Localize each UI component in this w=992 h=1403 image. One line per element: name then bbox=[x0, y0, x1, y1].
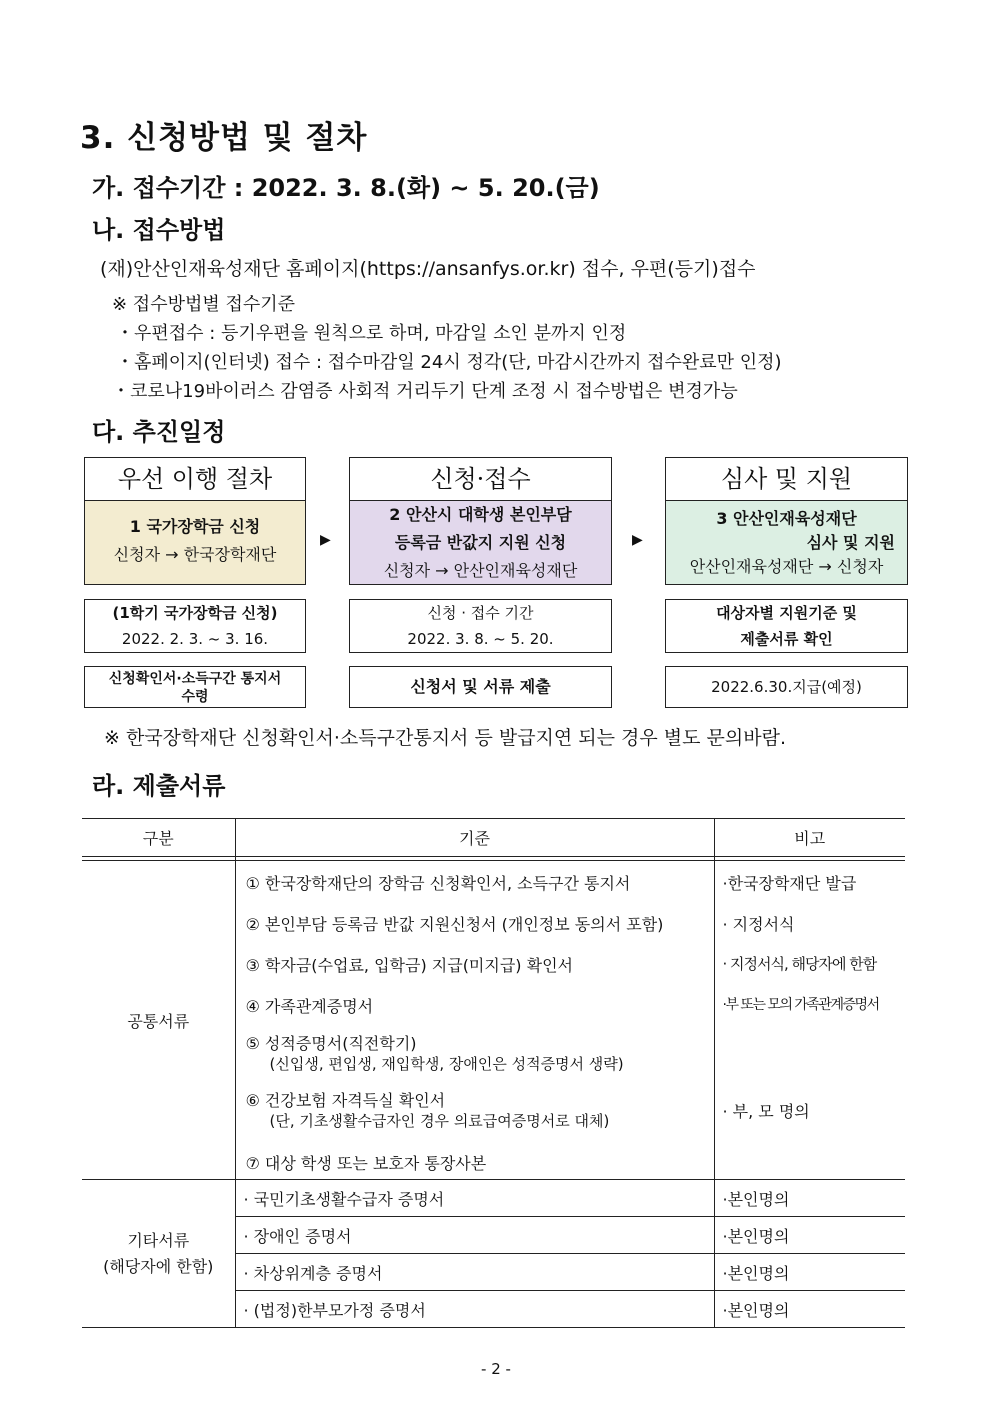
doc-item: ① 한국장학재단의 장학금 신청확인서, 소득구간 통지서 bbox=[245, 874, 631, 893]
table-header-row bbox=[82, 819, 905, 857]
doc-item-sub: (단, 기초생활수급자인 경우 의료급여증명서로 대체) bbox=[269, 1112, 610, 1130]
method-heading: 나. 접수방법 bbox=[92, 216, 226, 244]
criteria-title: ※ 접수방법별 접수기준 bbox=[112, 294, 296, 315]
flow-note: ※ 한국장학재단 신청확인서·소득구간통지서 등 발급지연 되는 경우 별도 문의바람. bbox=[104, 727, 786, 749]
schedule-heading: 다. 추진일정 bbox=[92, 418, 226, 446]
flow-step-line: 등록금 반값지 지원 신청 bbox=[394, 533, 567, 552]
doc-note: ·본인명의 bbox=[714, 1217, 905, 1254]
doc-item: · 장애인 증명서 bbox=[235, 1217, 714, 1254]
table-row bbox=[82, 861, 905, 1180]
table-row bbox=[82, 1180, 905, 1217]
doc-item: ④ 가족관계증명서 bbox=[245, 997, 374, 1016]
criteria-item: ・홈페이지(인터넷) 접수 : 접수마감일 24시 정각(단, 마감시간까지 접수완료만 인정) bbox=[116, 352, 782, 373]
flow-action-2: 신청서 및 서류 제출 bbox=[349, 666, 612, 708]
doc-note: · 지정서식 bbox=[722, 915, 795, 934]
flow-period-line: 신청 · 접수 기간 bbox=[427, 604, 534, 622]
page-number: - 2 - bbox=[481, 1360, 511, 1378]
doc-item: · 차상위계층 증명서 bbox=[235, 1254, 714, 1291]
period-heading: 가. 접수기간 : 2022. 3. 8.(화) ~ 5. 20.(금) bbox=[92, 174, 600, 202]
flow-step-3 bbox=[665, 457, 908, 585]
arrow-right-icon: ▶ bbox=[632, 532, 643, 548]
doc-item: ⑥ 건강보험 자격득실 확인서 bbox=[245, 1091, 446, 1110]
doc-note: ·부 또는 모의 가족관계증명서 bbox=[722, 997, 879, 1013]
flow-step-line: 심사 및 지원 bbox=[806, 533, 895, 552]
other-docs-label-line: (해당자에 한함) bbox=[103, 1256, 214, 1276]
flow-action-1: 신청확인서·소득구간 통지서 수령 bbox=[84, 666, 306, 708]
flow-step-line: 3 안산인재육성재단 bbox=[716, 509, 857, 528]
flow-period-3 bbox=[665, 599, 908, 653]
doc-item: · 국민기초생활수급자 증명서 bbox=[235, 1180, 714, 1217]
doc-note: ·한국장학재단 발급 bbox=[722, 874, 857, 893]
docs-heading: 라. 제출서류 bbox=[92, 772, 226, 800]
flow-period-line: 제출서류 확인 bbox=[740, 630, 833, 648]
doc-note: · 부, 모 명의 bbox=[722, 1102, 810, 1121]
doc-item: ② 본인부담 등록금 반값 지원신청서 (개인정보 동의서 포함) bbox=[245, 915, 664, 934]
flow-step-line: 신청자 → 한국장학재단 bbox=[113, 545, 277, 564]
table-header: 구분 bbox=[82, 819, 235, 857]
doc-item: ⑦ 대상 학생 또는 보호자 통장사본 bbox=[245, 1154, 487, 1173]
flow-step-line: 신청자 → 안산인재육성재단 bbox=[383, 561, 578, 580]
flow-period-line: 대상자별 지원기준 및 bbox=[716, 604, 857, 622]
doc-note: ·본인명의 bbox=[714, 1180, 905, 1217]
flow-step-head: 우선 이행 절차 bbox=[85, 458, 305, 501]
criteria-item: ・우편접수 : 등기우편을 원칙으로 하며, 마감일 소인 분까지 인정 bbox=[116, 323, 627, 344]
doc-note: ·본인명의 bbox=[714, 1291, 905, 1328]
flow-action-3: 2022.6.30.지급(예정) bbox=[665, 666, 908, 708]
page-title: 3. 신청방법 및 절차 bbox=[80, 120, 368, 156]
doc-note: ·본인명의 bbox=[714, 1254, 905, 1291]
other-docs-label bbox=[82, 1180, 235, 1328]
flow-step-head: 신청·접수 bbox=[350, 458, 611, 501]
common-docs-label: 공통서류 bbox=[82, 861, 235, 1180]
flow-step-line: 2 안산시 대학생 본인부담 bbox=[389, 505, 572, 524]
flow-step-1 bbox=[84, 457, 306, 585]
flow-period-1 bbox=[84, 599, 306, 653]
flow-step-line: 1 국가장학금 신청 bbox=[129, 517, 261, 536]
flow-step-head: 심사 및 지원 bbox=[666, 458, 907, 501]
other-docs-label-line: 기타서류 bbox=[127, 1230, 190, 1250]
table-header: 비고 bbox=[794, 829, 826, 848]
flow-step-line: 안산인재육성재단 → 신청자 bbox=[689, 557, 884, 576]
flow-step-2 bbox=[349, 457, 612, 585]
criteria-item: ・코로나19바이러스 감염증 사회적 거리두기 단계 조정 시 접수방법은 변경가능 bbox=[112, 381, 738, 402]
doc-note: · 지정서식, 해당자에 한함 bbox=[722, 955, 877, 973]
doc-item-sub: (신입생, 편입생, 재입학생, 장애인은 성적증명서 생략) bbox=[269, 1055, 624, 1073]
flow-period-2 bbox=[349, 599, 612, 653]
documents-table bbox=[82, 818, 905, 1328]
flow-period-line: 2022. 2. 3. ~ 3. 16. bbox=[121, 630, 269, 648]
flow-period-line: (1학기 국가장학금 신청) bbox=[112, 604, 278, 622]
doc-item: ⑤ 성적증명서(직전학기) bbox=[245, 1034, 417, 1053]
table-header: 기준 bbox=[235, 819, 714, 857]
doc-item: ③ 학자금(수업료, 입학금) 지급(미지급) 확인서 bbox=[245, 956, 573, 975]
flow-period-line: 2022. 3. 8. ~ 5. 20. bbox=[407, 630, 554, 648]
doc-item: · (법정)한부모가정 증명서 bbox=[235, 1291, 714, 1328]
arrow-right-icon: ▶ bbox=[320, 532, 331, 548]
method-text: (재)안산인재육성재단 홈페이지(https://ansanfys.or.kr) 접수, 우편(등기)접수 bbox=[100, 258, 756, 280]
